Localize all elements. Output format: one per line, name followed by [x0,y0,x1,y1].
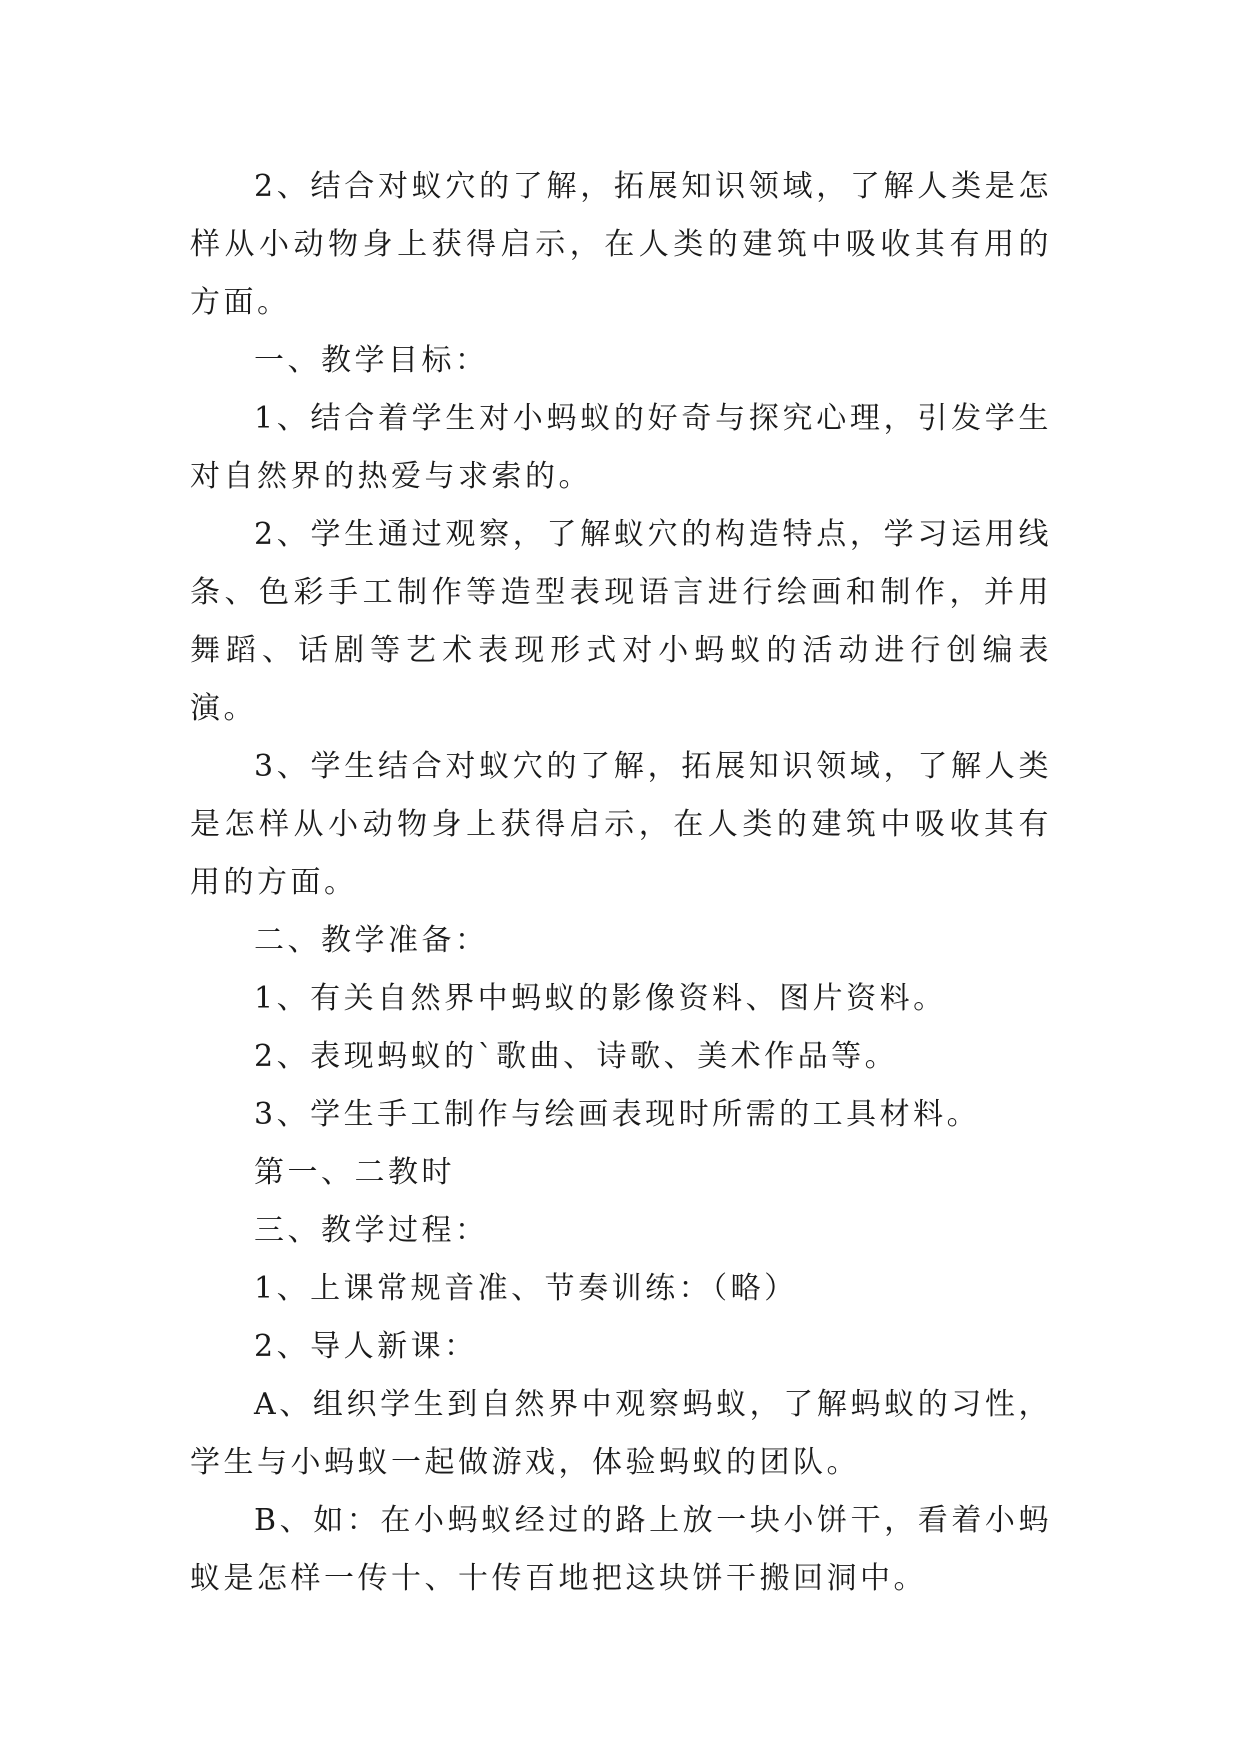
paragraph-process-2: 2、导人新课： [254,1329,478,1364]
paragraph-process-a: A、组织学生到自然界中观察蚂蚁，了解蚂蚁的习性，学生与小蚂蚁一起做游戏，体验蚂蚁的团队。 [190,1387,1052,1480]
heading-teaching-preparation: 二、教学准备： [254,923,489,958]
paragraph-process-b: B、如：在小蚂蚁经过的路上放一块小饼干，看着小蚂蚁是怎样一传十、十传百地把这块饼干搬回洞中。 [190,1503,1052,1596]
paragraph-objective-2-intro: 2、结合对蚁穴的了解，拓展知识领域，了解人类是怎样从小动物身上获得启示，在人类的建筑中吸收其有用的方面。 [190,169,1052,320]
paragraph-process-1: 1、上课常规音准、节奏训练：（略） [254,1271,798,1306]
heading-teaching-objectives: 一、教学目标： [254,343,489,378]
paragraph-preparation-2: 2、表现蚂蚁的`歌曲、诗歌、美术作品等。 [254,1039,899,1074]
heading-teaching-process: 三、教学过程： [254,1213,489,1248]
paragraph-preparation-1: 1、有关自然界中蚂蚁的影像资料、图片资料。 [254,981,947,1016]
paragraph-preparation-3: 3、学生手工制作与绘画表现时所需的工具材料。 [254,1097,981,1132]
paragraph-objective-3: 3、学生结合对蚁穴的了解，拓展知识领域，了解人类是怎样从小动物身上获得启示，在人类的建筑中吸收其有用的方面。 [190,749,1052,900]
paragraph-objective-1: 1、结合着学生对小蚂蚁的好奇与探究心理，引发学生对自然界的热爱与求索的。 [190,401,1052,494]
document-body [190,158,1052,1608]
heading-lesson-periods: 第一、二教时 [254,1155,455,1190]
paragraph-objective-2: 2、学生通过观察，了解蚁穴的构造特点，学习运用线条、色彩手工制作等造型表现语言进行绘画和制作，并用舞蹈、话剧等艺术表现形式对小蚂蚁的活动进行创编表演。 [190,517,1052,726]
